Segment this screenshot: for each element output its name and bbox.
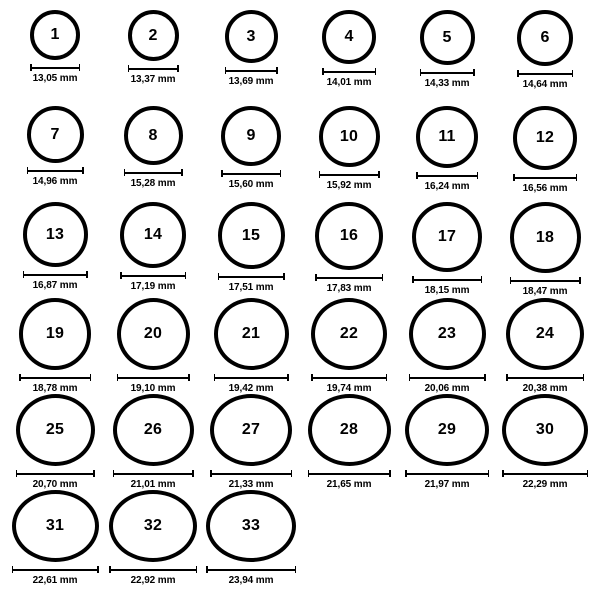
ring-circle: [513, 106, 577, 170]
ring-size-cell[interactable]: [104, 490, 202, 586]
dimension-line: [117, 377, 190, 379]
dimension-line: [510, 280, 581, 282]
diameter-label: 19,74 mm: [326, 383, 372, 394]
ring-size-cell[interactable]: [496, 10, 594, 106]
dimension-annotation: [315, 274, 383, 294]
ring-size-label: 11: [438, 128, 456, 145]
ring-circle: [16, 394, 95, 466]
dimension-line: [128, 68, 179, 70]
dimension-caliper-icon: [128, 65, 179, 72]
diameter-label: 17,19 mm: [130, 281, 176, 292]
ring-circle: [214, 298, 289, 370]
ring-circle: [206, 490, 296, 562]
dimension-line: [214, 377, 289, 379]
ring-size-label: 12: [535, 129, 555, 146]
dimension-annotation: [517, 70, 573, 90]
ring-size-label: 13: [45, 225, 65, 243]
diameter-label: 18,47 mm: [522, 286, 568, 297]
dimension-annotation: [502, 470, 588, 490]
dimension-annotation: [420, 69, 475, 89]
ring-size-label: 16: [339, 227, 359, 244]
ring-circle: [322, 10, 376, 64]
ring-circle: [315, 202, 383, 270]
dimension-line: [124, 172, 183, 174]
dimension-caliper-icon: [502, 470, 588, 477]
ring-size-label: 25: [45, 421, 65, 438]
dimension-caliper-icon: [225, 67, 278, 74]
dimension-caliper-icon: [420, 69, 475, 76]
ring-circle: [221, 106, 281, 166]
diameter-label: 21,97 mm: [424, 479, 470, 490]
ring-circle: [412, 202, 482, 272]
ring-size-label: 14: [143, 226, 163, 243]
ring-circle: [510, 202, 581, 273]
dimension-annotation: [311, 374, 387, 394]
dimension-caliper-icon: [30, 64, 80, 71]
ring-size-label: 29: [437, 421, 457, 438]
diameter-label: 16,24 mm: [424, 181, 470, 192]
dimension-caliper-icon: [214, 374, 289, 381]
ring-circle: [409, 298, 486, 370]
diameter-label: 14,33 mm: [424, 78, 470, 89]
dimension-line: [27, 170, 84, 172]
ring-size-cell[interactable]: [300, 10, 398, 106]
ring-size-label: 27: [241, 421, 261, 438]
dimension-caliper-icon: [506, 374, 584, 381]
ring-size-label: 18: [535, 228, 555, 246]
diameter-label: 13,05 mm: [32, 73, 78, 84]
ring-size-cell[interactable]: [104, 202, 202, 298]
dimension-caliper-icon: [416, 172, 478, 179]
dimension-line: [210, 473, 292, 475]
ring-size-cell[interactable]: [202, 298, 300, 394]
ring-size-cell[interactable]: [202, 394, 300, 490]
dimension-line: [12, 569, 99, 571]
ring-size-cell[interactable]: [6, 10, 104, 106]
dimension-caliper-icon: [206, 566, 296, 573]
dimension-annotation: [117, 374, 190, 394]
ring-size-label: 31: [45, 517, 65, 534]
dimension-annotation: [218, 273, 285, 293]
dimension-annotation: [210, 470, 292, 490]
diameter-label: 22,29 mm: [522, 479, 568, 490]
dimension-caliper-icon: [12, 566, 99, 573]
dimension-annotation: [405, 470, 489, 490]
dimension-caliper-icon: [19, 374, 91, 381]
dimension-line: [311, 377, 387, 379]
ring-circle: [517, 10, 573, 66]
dimension-line: [409, 377, 486, 379]
diameter-label: 19,10 mm: [130, 383, 176, 394]
dimension-annotation: [12, 566, 99, 586]
diameter-label: 21,01 mm: [130, 479, 176, 490]
dimension-annotation: [23, 271, 88, 291]
dimension-caliper-icon: [308, 470, 391, 477]
ring-circle: [128, 10, 179, 61]
ring-circle: [506, 298, 584, 370]
dimension-line: [23, 274, 88, 276]
dimension-annotation: [113, 470, 194, 490]
ring-circle: [113, 394, 194, 466]
ring-size-label: 26: [143, 421, 163, 438]
diameter-label: 15,92 mm: [326, 180, 372, 191]
dimension-caliper-icon: [27, 167, 84, 174]
dimension-caliper-icon: [109, 566, 197, 573]
dimension-line: [420, 72, 475, 74]
ring-size-cell[interactable]: [496, 394, 594, 490]
dimension-line: [506, 377, 584, 379]
diameter-label: 14,96 mm: [32, 176, 78, 187]
ring-size-cell[interactable]: [398, 202, 496, 298]
dimension-caliper-icon: [412, 276, 482, 283]
dimension-line: [19, 377, 91, 379]
ring-circle: [420, 10, 475, 65]
diameter-label: 15,60 mm: [228, 179, 274, 190]
dimension-caliper-icon: [16, 470, 95, 477]
diameter-label: 13,69 mm: [228, 76, 274, 87]
ring-size-label: 15: [241, 226, 261, 244]
ring-size-cell[interactable]: [6, 394, 104, 490]
diameter-label: 18,15 mm: [424, 285, 470, 296]
dimension-annotation: [409, 374, 486, 394]
ring-size-cell[interactable]: [300, 394, 398, 490]
ring-size-cell[interactable]: [6, 202, 104, 298]
dimension-annotation: [412, 276, 482, 296]
ring-size-cell[interactable]: [398, 106, 496, 202]
dimension-line: [416, 175, 478, 177]
dimension-annotation: [128, 65, 179, 85]
ring-size-label: 3: [246, 27, 256, 45]
dimension-caliper-icon: [513, 174, 577, 181]
diameter-label: 17,83 mm: [326, 283, 372, 294]
dimension-line: [221, 173, 281, 175]
ring-size-label: 28: [339, 421, 359, 438]
diameter-label: 14,64 mm: [522, 79, 568, 90]
ring-circle: [12, 490, 99, 562]
dimension-annotation: [322, 68, 376, 88]
dimension-line: [308, 473, 391, 475]
dimension-line: [322, 71, 376, 73]
ring-size-label: 30: [535, 421, 555, 438]
dimension-annotation: [221, 170, 281, 190]
ring-circle: [19, 298, 91, 370]
ring-circle: [27, 106, 84, 163]
ring-circle: [30, 10, 80, 60]
ring-size-label: 22: [339, 325, 359, 342]
dimension-caliper-icon: [510, 277, 581, 284]
ring-size-cell[interactable]: [104, 106, 202, 202]
diameter-label: 18,78 mm: [32, 383, 78, 394]
dimension-caliper-icon: [409, 374, 486, 381]
dimension-annotation: [506, 374, 584, 394]
diameter-label: 16,87 mm: [32, 280, 78, 291]
dimension-annotation: [510, 277, 581, 297]
dimension-line: [120, 275, 186, 277]
dimension-line: [30, 67, 80, 69]
ring-size-label: 4: [344, 28, 354, 45]
ring-size-label: 20: [143, 325, 163, 342]
dimension-caliper-icon: [23, 271, 88, 278]
diameter-label: 21,65 mm: [326, 479, 372, 490]
ring-size-cell[interactable]: [300, 106, 398, 202]
dimension-caliper-icon: [120, 272, 186, 279]
ring-size-cell[interactable]: [496, 298, 594, 394]
ring-size-label: 10: [339, 127, 359, 145]
dimension-line: [218, 276, 285, 278]
dimension-line: [513, 177, 577, 179]
ring-size-cell[interactable]: [6, 106, 104, 202]
dimension-caliper-icon: [117, 374, 190, 381]
diameter-label: 22,61 mm: [32, 575, 78, 586]
dimension-caliper-icon: [113, 470, 194, 477]
ring-size-label: 7: [50, 125, 60, 143]
dimension-annotation: [120, 272, 186, 292]
dimension-caliper-icon: [319, 171, 380, 178]
ring-size-label: 2: [148, 26, 158, 44]
dimension-line: [315, 277, 383, 279]
dimension-annotation: [124, 169, 183, 189]
diameter-label: 21,33 mm: [228, 479, 274, 490]
diameter-label: 17,51 mm: [228, 282, 274, 293]
ring-size-cell[interactable]: [398, 10, 496, 106]
dimension-caliper-icon: [210, 470, 292, 477]
ring-circle: [311, 298, 387, 370]
ring-size-label: 23: [437, 325, 457, 342]
ring-size-grid: [6, 10, 594, 586]
diameter-label: 14,01 mm: [326, 77, 372, 88]
ring-circle: [210, 394, 292, 466]
ring-size-cell[interactable]: [6, 298, 104, 394]
ring-size-label: 32: [143, 517, 163, 534]
ring-size-cell[interactable]: [202, 10, 300, 106]
ring-size-cell[interactable]: [202, 106, 300, 202]
dimension-caliper-icon: [221, 170, 281, 177]
diameter-label: 16,56 mm: [522, 183, 568, 194]
dimension-caliper-icon: [311, 374, 387, 381]
ring-circle: [405, 394, 489, 466]
dimension-caliper-icon: [218, 273, 285, 280]
dimension-annotation: [513, 174, 577, 194]
ring-circle: [109, 490, 197, 562]
dimension-line: [206, 569, 296, 571]
ring-size-cell[interactable]: [398, 298, 496, 394]
ring-size-cell[interactable]: [300, 298, 398, 394]
ring-size-label: 17: [437, 228, 457, 245]
diameter-label: 13,37 mm: [130, 74, 176, 85]
ring-size-label: 6: [540, 29, 550, 46]
ring-size-label: 33: [241, 517, 261, 534]
dimension-line: [109, 569, 197, 571]
dimension-line: [412, 279, 482, 281]
ring-size-cell[interactable]: [496, 202, 594, 298]
ring-circle: [319, 106, 380, 167]
ring-size-label: 5: [442, 28, 452, 46]
ring-circle: [124, 106, 183, 165]
ring-size-label: 9: [246, 127, 256, 144]
dimension-annotation: [214, 374, 289, 394]
dimension-caliper-icon: [322, 68, 376, 75]
dimension-line: [113, 473, 194, 475]
dimension-annotation: [27, 167, 84, 187]
dimension-annotation: [225, 67, 278, 87]
ring-size-cell[interactable]: [104, 10, 202, 106]
dimension-annotation: [206, 566, 296, 586]
diameter-label: 15,28 mm: [130, 178, 176, 189]
ring-size-label: 19: [45, 325, 65, 342]
ring-size-label: 21: [241, 325, 261, 342]
dimension-annotation: [19, 374, 91, 394]
ring-size-label: 8: [148, 126, 158, 144]
ring-size-cell[interactable]: [202, 490, 300, 586]
dimension-annotation: [30, 64, 80, 84]
ring-size-cell[interactable]: [6, 490, 104, 586]
ring-circle: [117, 298, 190, 370]
ring-circle: [416, 106, 478, 168]
ring-circle: [225, 10, 278, 63]
ring-circle: [218, 202, 285, 269]
dimension-caliper-icon: [124, 169, 183, 176]
ring-size-label: 24: [535, 325, 555, 342]
dimension-caliper-icon: [315, 274, 383, 281]
dimension-caliper-icon: [517, 70, 573, 77]
ring-circle: [502, 394, 588, 466]
ring-size-cell[interactable]: [300, 202, 398, 298]
ring-size-label: 1: [50, 26, 60, 43]
ring-size-cell[interactable]: [202, 202, 300, 298]
dimension-line: [225, 70, 278, 72]
dimension-line: [405, 473, 489, 475]
dimension-line: [16, 473, 95, 475]
dimension-line: [517, 73, 573, 75]
dimension-annotation: [109, 566, 197, 586]
dimension-annotation: [16, 470, 95, 490]
ring-size-cell[interactable]: [398, 394, 496, 490]
diameter-label: 20,06 mm: [424, 383, 470, 394]
ring-size-cell[interactable]: [104, 298, 202, 394]
dimension-annotation: [319, 171, 380, 191]
diameter-label: 23,94 mm: [228, 575, 274, 586]
diameter-label: 20,70 mm: [32, 479, 78, 490]
ring-size-cell[interactable]: [104, 394, 202, 490]
ring-size-cell[interactable]: [496, 106, 594, 202]
diameter-label: 20,38 mm: [522, 383, 568, 394]
diameter-label: 22,92 mm: [130, 575, 176, 586]
dimension-line: [502, 473, 588, 475]
ring-circle: [120, 202, 186, 268]
dimension-annotation: [416, 172, 478, 192]
ring-circle: [308, 394, 391, 466]
ring-circle: [23, 202, 88, 267]
dimension-line: [319, 174, 380, 176]
diameter-label: 19,42 mm: [228, 383, 274, 394]
dimension-annotation: [308, 470, 391, 490]
dimension-caliper-icon: [405, 470, 489, 477]
